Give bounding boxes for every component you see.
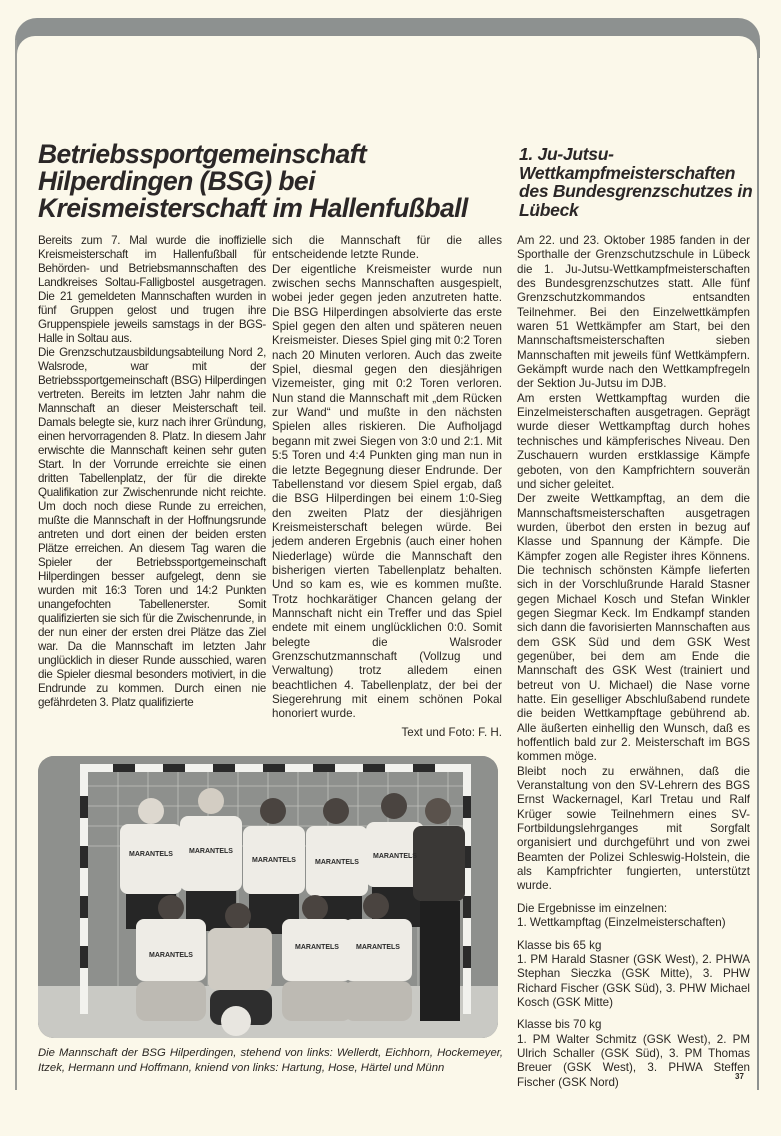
jersey-text: MARANTELS xyxy=(149,952,193,959)
main-article-column-1 xyxy=(38,234,266,710)
photo-credit: Text und Foto: F. H. xyxy=(401,725,502,739)
football xyxy=(221,1006,251,1036)
paragraph: Am ersten Wettkampftag wurden die Einzelmeisterschaften ausgetragen. Geprägt wurde dieser Wettkampftag durch hohes technisches und kämpferisches Niveau. Den Zuschauern wurden erstklassige Kämpfe geboten, von den Kampfrichtern souverän und sicher geleitet. xyxy=(517,391,750,491)
paragraph: sich die Mannschaft für die alles entscheidende letzte Runde. xyxy=(272,234,502,262)
team-photo-illustration xyxy=(38,756,498,1038)
paragraph: Am 22. und 23. Oktober 1985 fanden in der Sporthalle der Grenzschutzschule in Lübeck die 1. Ju-Jutsu-Wettkampfmeisterschaften des Bundesgrenzschutzes statt. Alle fünf Grenzschutzkommandos entsandten Teilnehmer. Bei den Einzelwettkämpfen waren 51 Wettkämpfer am Start, bei den Mannschaftsmeisterschaften sieben Mannschaften mit jeweils fünf Wettkämpfern. Gekämpft wurde nach den Wettkampfregeln der Sektion Ju-Jutsu im DJB. xyxy=(517,234,750,391)
page-number: 37 xyxy=(735,1072,744,1081)
jersey-text: MARANTELS xyxy=(295,944,339,951)
jersey-text: MARANTELS xyxy=(129,851,173,858)
results-day: 1. Wettkampftag (Einzelmeisterschaften) xyxy=(517,916,726,930)
main-article-column-2 xyxy=(272,234,502,740)
class-65-title: Klasse bis 65 kg xyxy=(517,938,602,952)
main-article-title: Betriebssportgemeinschaft Hilperdingen (BSG) bei Kreismeisterschaft im Hallenfußball xyxy=(38,139,468,223)
side-article-column xyxy=(517,234,750,1090)
page-frame-left-rule xyxy=(15,40,17,1090)
class-65-results: 1. PM Harald Stasner (GSK West), 2. PHWA Stephan Sieczka (GSK Mitte), 3. PHW Richard Fischer (GSK Süd), 3. PHW Michael Kosch (GSK Mitte) xyxy=(517,952,750,1009)
results-intro: Die Ergebnisse im einzelnen: xyxy=(517,901,668,915)
paragraph: Bleibt noch zu erwähnen, daß die Veranstaltung von den SV-Lehrern des BGS Ernst Wackernagel, Karl Tretau und Ralf Krüger sowie Teilnehmern eines SV-Fortbildungslehrganges mit Sorgfalt organisiert und durchgeführt und von zwei Beamten der Polizei Schleswig-Holstein, die als Kampfrichter fungierten, unterstützt wurde. xyxy=(517,764,750,893)
class-70-results: 1. PM Walter Schmitz (GSK West), 2. PM Ulrich Schaller (GSK Süd), 3. PM Thomas Breuer (GSK West), 3. PHWA Steffen Fischer (GSK Nord) xyxy=(517,1032,750,1089)
paragraph: Der eigentliche Kreismeister wurde nun zwischen sechs Mannschaften ausgespielt, wobei jeder gegen jeden anzutreten hatte. Die BSG Hilperdingen absolvierte das erste Spiel gegen den alten und späteren neuen Kreismeister. Dieses Spiel ging mit 0:2 Toren nach 20 Minuten verloren. Auch das zweite Spiel, diesmal gegen den diesjährigen Vizemeister, ging mit 0:2 Toren verloren. Nun stand die Mannschaft mit „dem Rücken zur Wand“ und mußte in den nächsten Spielen alles riskieren. Die Aufholjagd begann mit zwei Siegen von 3:0 und 2:1. Mit 5:5 Toren und 4:4 Punkten ging man nun in die letzte Begegnung dieser Endrunde. Der Tabellenstand vor diesem Spiel ergab, daß die BSG Hilperdingen bei einem 1:0-Sieg den zweiten Platz der diesjährigen Kreismeisterschaft belegen würde. Bei jedem anderen Ergebnis (auch einer hohen Niederlage) würde die Mannschaft den bisherigen vierten Tabellenplatz behalten. Und so kam es, wie es kommen mußte. Trotz hochkarätiger Chancen gelang der Mannschaft nicht ein Treffer und das Spiel endete mit einem unglücklichen 0:0. Somit belegte die Walsroder Grenzschutzmannschaft (Vollzug und Verwaltung) trotz alledem einen beachtlichen 4. Tabellenplatz, der bei der Siegerehrung mit einem schönen Pokal honoriert wurde. xyxy=(272,262,502,721)
jersey-text: MARANTELS xyxy=(252,857,296,864)
class-70-title: Klasse bis 70 kg xyxy=(517,1018,602,1032)
paragraph: Der zweite Wettkampftag, an dem die Mannschaftsmeisterschaften ausgetragen wurden, überbot den ersten in bezug auf Klasse und Spannung der Kämpfe. Die Kämpfer zogen alle Register ihres Könnens. Die technisch schönsten Kämpfe lieferten sich in der Vorschlußrunde Harald Stasner gegen Michael Kosch und Stefan Winkler gegen Siegmar Keck. Im Endkampf standen sich dann die favorisierten Mannschaften aus dem GSK Süd und dem GSK West gegenüber, bei dem am Ende die Mannschaft des GSK West (trainiert und betreut von U. Michael) die Nase vorne hatte. Ein geselliger Abschlußabend rundete die beiden Wettkampftage gebührend ab. Alle äußerten einhellig den Wunsch, daß es hoffentlich bald zur 2. Meisterschaft im BGS kommen möge. xyxy=(517,492,750,764)
jersey-text: MARANTELS xyxy=(189,848,233,855)
page-frame-right-rule xyxy=(757,40,759,1090)
paragraph: Die Grenzschutzausbildungsabteilung Nord 2, Walsrode, war mit der Betriebssportgemeinschaft (BSG) Hilperdingen vertreten. Bereits im letzten Jahr nahm die Mannschaft an dieser Meisterschaft teil. Damals belegte sie, kurz nach ihrer Gründung, einen hervorragenden 8. Platz. In diesem Jahr erwischte die Mannschaft keinen sehr guten Start. In der Vorrunde erreichte sie einen dritten Tabellenplatz, der für die direkte Qualifikation zur Zwischenrunde nicht reichte. Um doch noch diese Runde zu erreichen, mußte die Mannschaft in der Hoffnungsrunde antreten und dort einen der beiden ersten Plätze erreichen. An diesem Tag waren die Spieler der Betriebssportgemeinschaft Hilperdingen besser aufgelegt, denn sie wurden mit 16:3 Toren und 14:2 Punkten unangefochten Tabellenerster. Somit qualifizierten sie sich für die Zwischenrunde, in der nun einer der ersten drei Plätze das Ziel war. Da die Mannschaft im letzten Jahr unglücklich in dieser Runde ausschied, waren die Spieler diesmal besonders motiviert, in die Endrunde zu kommen. Durch einen nie gefährdeten 3. Platz qualifizierte xyxy=(38,346,266,709)
side-article-title: 1. Ju-Jutsu-Wettkampfmeisterschaften des Bundesgrenzschutzes in Lübeck xyxy=(519,144,753,220)
jersey-text: MARANTELS xyxy=(373,853,417,860)
paragraph: Bereits zum 7. Mal wurde die inoffizielle Kreismeisterschaft im Hallenfußball für Behörden- und Betriebsmannschaften des Landkreises Soltau-Falligbostel ausgetragen. Die 21 gemeldeten Mannschaften wurden in fünf Gruppen gelost und trugen ihre Gruppenspiele jeweils samstags in der BGS-Halle in Soltau aus. xyxy=(38,234,266,345)
team-photo xyxy=(38,756,498,1038)
jersey-text: MARANTELS xyxy=(356,944,400,951)
jersey-text: MARANTELS xyxy=(315,859,359,866)
photo-caption: Die Mannschaft der BSG Hilperdingen, stehend von links: Wellerdt, Eichhorn, Hockemeyer, Itzek, Hermann und Hoffmann, kniend von links: Hartung, Hose, Härtel und Münn xyxy=(38,1047,503,1074)
